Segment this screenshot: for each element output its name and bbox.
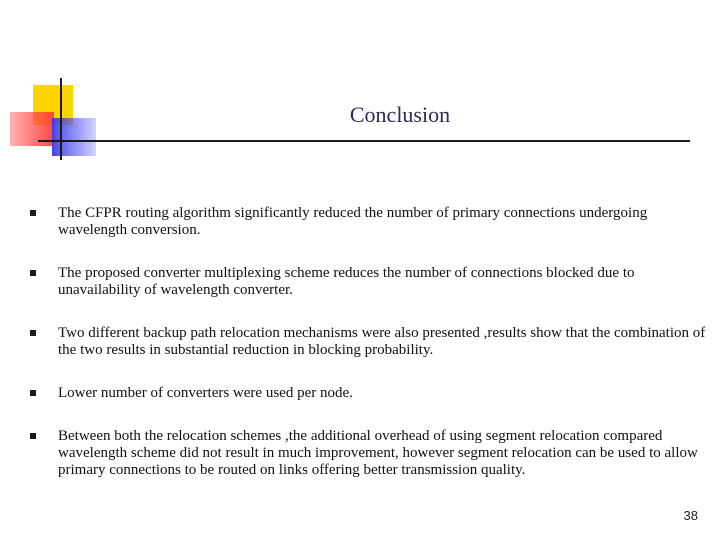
title-divider [38, 140, 690, 142]
logo-vertical-line [60, 78, 62, 160]
square-bullet-icon [30, 390, 36, 396]
bullet-text: Two different backup path relocation mechanisms were also presented ,results show that the combination of the two results in substantial reduction in blocking probability. [58, 325, 706, 358]
bullet-item [30, 265, 710, 299]
square-bullet-icon [30, 210, 36, 216]
bullet-text: The proposed converter multiplexing scheme reduces the number of connections blocked due to unavailability of wavelength converter. [58, 265, 635, 298]
logo-blue-square [52, 118, 96, 156]
bullet-text: Between both the relocation schemes ,the additional overhead of using segment relocation compared wavelength scheme did not result in much improvement, however segment relocation can be used to allow primary connections to be routed on links offering better transmission quality. [58, 428, 698, 478]
slide-logo-decoration [0, 0, 110, 170]
square-bullet-icon [30, 433, 36, 439]
bullet-item [30, 205, 710, 239]
square-bullet-icon [30, 330, 36, 336]
bullet-item [30, 428, 710, 479]
bullet-text: The CFPR routing algorithm significantly reduced the number of primary connections undergoing wavelength conversion. [58, 205, 648, 238]
bullet-item [30, 385, 710, 402]
bullet-item [30, 325, 710, 359]
square-bullet-icon [30, 270, 36, 276]
slide-title: Conclusion [349, 102, 451, 127]
page-number: 38 [683, 508, 698, 523]
bullet-text: Lower number of converters were used per node. [58, 385, 353, 401]
bullet-list [30, 205, 710, 479]
